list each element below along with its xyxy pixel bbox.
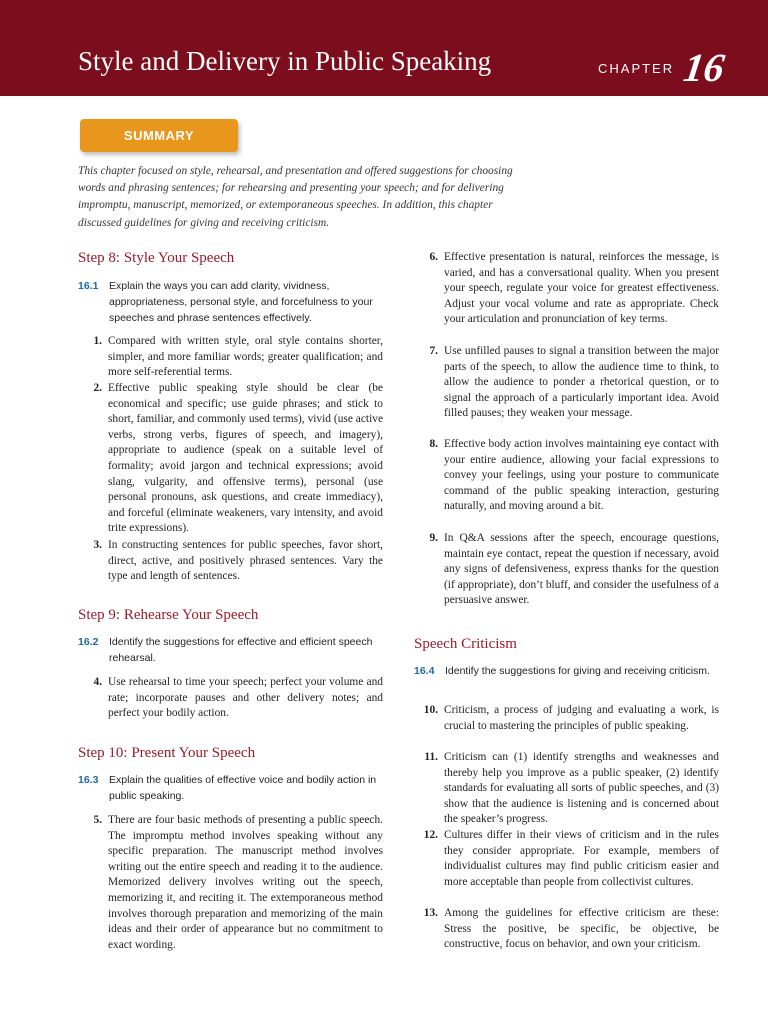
item-text: Use rehearsal to time your speech; perfect your volume and rate; incorporate pauses and other delivery notes; and perfect your bodily action. — [108, 676, 383, 720]
list-item — [414, 437, 719, 515]
list-item — [414, 906, 719, 953]
item-number: 10. — [423, 704, 438, 716]
objective-number: 16.1 — [78, 280, 99, 292]
chapter-label: CHAPTER — [598, 61, 675, 76]
chapter-banner — [0, 0, 768, 96]
item-text: Among the guidelines for effective criticism are these: Stress the positive, be specific, be objective, be constructive, focus on behavior, and own your criticism. — [444, 907, 719, 951]
objective-text: Explain the qualities of effective voice and bodily action in public speaking. — [109, 774, 377, 802]
section-heading-criticism: Speech Criticism — [414, 636, 517, 652]
item-number: 5. — [93, 814, 102, 826]
list-item — [414, 750, 719, 828]
item-text: Compared with written style, oral style contains shorter, simpler, and more familiar words; greater qualification; and more self-referential terms. — [108, 335, 383, 379]
section-heading-step8: Step 8: Style Your Speech — [78, 250, 235, 266]
objective-number: 16.2 — [78, 636, 99, 648]
summary-intro: This chapter focused on style, rehearsal, and presentation and offered suggestions for choosing words and phrasing sentences; for rehearsing and presenting your speech; and for delivering impromptu, manuscript, memorized, or extemporaneous speeches. In addition, this chapter discussed guidelines for giving and receiving criticism. — [78, 165, 513, 229]
learning-objective-16-1 — [78, 279, 383, 326]
item-number: 13. — [423, 907, 438, 919]
item-text: Use unfilled pauses to signal a transition between the major parts of the speech, to allow the audience time to think, to allow the audience to ponder a rhetorical question, or to signal the approach of a particularly important idea. Avoid filled pauses; they weaken your message. — [444, 345, 719, 420]
section-heading-step10: Step 10: Present Your Speech — [78, 745, 256, 761]
objective-text: Identify the suggestions for giving and receiving criticism. — [445, 665, 710, 677]
chapter-number: 16 — [680, 45, 728, 90]
item-text: Cultures differ in their views of criticism and in the rules they consider appropriate. For example, members of individualist cultures may find public criticism easier and more acceptable than people from collectivist cultures. — [444, 829, 719, 888]
list-item — [414, 250, 719, 328]
item-text: In constructing sentences for public speeches, favor short, direct, active, and positively phrased sentences. Vary the type and length of sentences. — [108, 539, 383, 583]
summary-tab: SUMMARY — [80, 119, 238, 152]
learning-objective-16-3 — [78, 773, 383, 805]
chapter-title: Style and Delivery in Public Speaking — [78, 46, 492, 76]
item-text: There are four basic methods of presenting a public speech. The impromptu method involves speaking without any specific preparation. The manuscript method involves writing out the entire speech and reading it to the audience. Memorized delivery involves writing out the speech, memorizing it, and reciting it. The extemporaneous method involves thorough preparation and memorizing of the main ideas and their order of appearance but no commitment to exact wording. — [108, 814, 383, 951]
item-number: 8. — [429, 438, 438, 450]
item-number: 1. — [93, 335, 102, 347]
learning-objective-16-2 — [78, 635, 383, 667]
item-number: 11. — [424, 751, 438, 763]
list-item — [78, 538, 383, 585]
item-text: Effective body action involves maintaining eye contact with your entire audience, allowing your facial expressions to convey your feelings, using your posture to communicate command of the public speaking interaction, gesturing naturally, and moving around a bit. — [444, 438, 719, 513]
item-number: 2. — [93, 382, 102, 394]
objective-number: 16.4 — [414, 665, 435, 677]
list-item — [78, 675, 383, 722]
learning-objective-16-4 — [414, 664, 719, 680]
objective-text: Explain the ways you can add clarity, vividness, appropriateness, personal style, and forcefulness to your speeches and phrase sentences effectively. — [109, 280, 373, 324]
list-item — [414, 344, 719, 422]
item-text: Effective presentation is natural, reinforces the message, is varied, and has a conversational quality. When you present your speech, regulate your voice for greatest effectiveness. Adjust your vocal volume and rate as appropriate. Check your articulation and pronunciation of key terms. — [444, 251, 719, 326]
item-number: 3. — [93, 539, 102, 551]
list-item — [414, 828, 719, 890]
item-text: In Q&A sessions after the speech, encourage questions, maintain eye contact, repeat the question if necessary, avoid any signs of defensiveness, express thanks for the question (if appropriate), don’t bluff, and consider the usefulness of a persuasive answer. — [444, 532, 719, 607]
item-number: 6. — [429, 251, 438, 263]
list-item — [414, 703, 719, 734]
list-item — [78, 381, 383, 537]
item-number: 7. — [429, 345, 438, 357]
list-item — [414, 531, 719, 609]
item-number: 12. — [423, 829, 438, 841]
section-heading-step9: Step 9: Rehearse Your Speech — [78, 607, 259, 623]
item-number: 9. — [429, 532, 438, 544]
list-item — [78, 334, 383, 381]
objective-number: 16.3 — [78, 774, 99, 786]
list-item — [78, 813, 383, 953]
item-text: Effective public speaking style should be clear (be economical and specific; use guide phrases; and stick to short, familiar, and commonly used terms), vivid (use active verbs, strong verbs, figures of speech, and imagery), appropriate to audience (speak on a suitable level of formality; avoid jargon and technical expressions; avoid slang, vulgarity, and offensive terms), personal (use personal pronouns, ask questions, and create immediacy), and forceful (eliminate weakeners, vary intensity, and avoid trite expressions). — [108, 382, 383, 535]
item-text: Criticism can (1) identify strengths and weaknesses and thereby help you improve as a public speaker, (2) identify standards for evaluating all sorts of public speeches, and (3) show that the audience is listening and is concerned about the speaker’s progress. — [444, 751, 719, 826]
item-text: Criticism, a process of judging and evaluating a work, is crucial to mastering the principles of public speaking. — [444, 704, 719, 732]
item-number: 4. — [93, 676, 102, 688]
objective-text: Identify the suggestions for effective and efficient speech rehearsal. — [109, 636, 373, 664]
